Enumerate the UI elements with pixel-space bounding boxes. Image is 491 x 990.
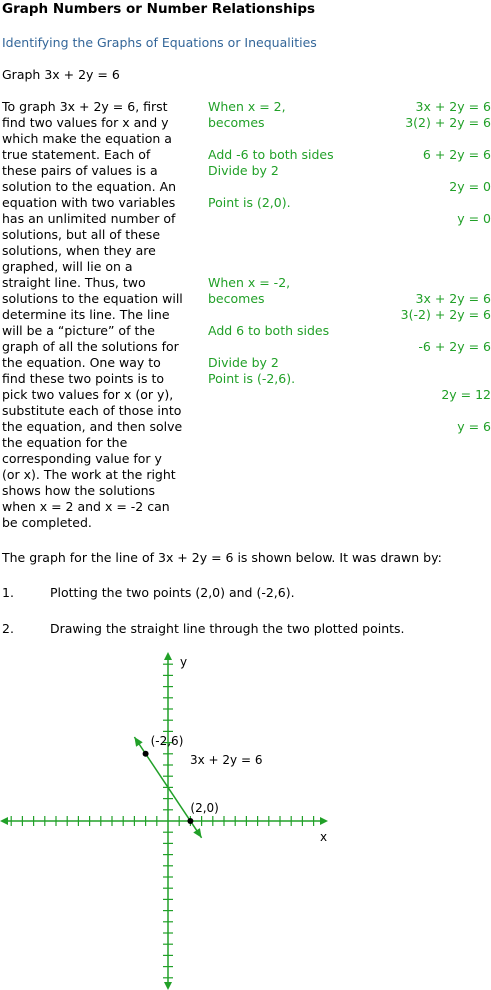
paragraph-line: these pairs of values is a [2,163,158,178]
paragraph-line: graphed, will lie on a [2,259,133,274]
case1-becomes: becomes [208,115,265,130]
paragraph-line: solutions, when they are [2,243,156,258]
paragraph-line: when x = 2 and x = -2 can [2,499,170,514]
case1-point: Point is (2,0). [208,195,291,210]
paragraph-line: the equation, and then solve [2,419,183,434]
paragraph-line: equation with two variables [2,195,176,210]
plotted-point [187,818,193,824]
paragraph-line: straight line. Thus, two [2,275,146,290]
y-axis-arrow-up [164,652,172,660]
case2-eq2: 3(-2) + 2y = 6 [400,307,491,322]
paragraph-line: find two values for x and y [2,115,169,130]
step-number: 1. [2,585,14,600]
plotted-point [143,751,149,757]
y-axis-label: y [180,655,188,669]
graph-statement: Graph 3x + 2y = 6 [2,67,120,82]
line-label: 3x + 2y = 6 [190,753,263,767]
case2-step-divide: Divide by 2 [208,355,279,370]
point-label: (-2,6) [150,733,184,748]
x-axis-label: x [320,830,328,844]
paragraph-line: To graph 3x + 2y = 6, first [2,99,168,114]
graph-intro: The graph for the line of 3x + 2y = 6 is shown below. It was drawn by: [2,550,442,565]
case2-point: Point is (-2,6). [208,371,296,386]
paragraph-line: solutions to the equation will [2,291,183,306]
case1-eq4: 2y = 0 [449,179,491,194]
case2-step-add: Add 6 to both sides [208,323,330,338]
paragraph-line: (or x). The work at the right [2,467,176,482]
paragraph-line: the equation for the [2,435,128,450]
case2-eq4: 2y = 12 [441,387,491,402]
case2-eq5: y = 6 [457,419,491,434]
x-axis-arrow-left [0,817,8,825]
paragraph-line: substitute each of those into [2,403,182,418]
paragraph-line: has an unlimited number of [2,211,176,226]
case1-eq3: 6 + 2y = 6 [422,147,491,162]
paragraph-line: be completed. [2,515,92,530]
paragraph-line: determine its line. The line [2,307,170,322]
case2-eq3: -6 + 2y = 6 [418,339,491,354]
paragraph-line: corresponding value for y [2,451,162,466]
paragraph-line: solution to the equation. An [2,179,177,194]
y-axis-arrow-down [164,982,172,990]
paragraph-line: true statement. Each of [2,147,151,162]
case2-becomes: becomes [208,291,265,306]
step-number: 2. [2,621,14,636]
paragraph-line: which make the equation a [2,131,172,146]
explanation-paragraph [2,99,200,531]
paragraph-line: shows how the solutions [2,483,156,498]
case1-step-divide: Divide by 2 [208,163,279,178]
case1-eq5: y = 0 [457,211,491,226]
coordinate-graph [0,640,491,990]
line-arrow-end [193,828,201,838]
page-title: Graph Numbers or Number Relationships [2,1,316,17]
x-axis-arrow-right [320,817,328,825]
paragraph-line: pick two values for x (or y), [2,387,174,402]
line-arrow-start [134,737,142,747]
case1-eq2: 3(2) + 2y = 6 [405,115,491,130]
paragraph-line: the equation. One way to [2,355,161,370]
case1-step-add: Add -6 to both sides [208,147,334,162]
case2-when: When x = -2, [208,275,291,290]
paragraph-line: find these two points is to [2,371,165,386]
step-text: Drawing the straight line through the two plotted points. [50,621,405,636]
paragraph-line: will be a “picture” of the [2,323,155,338]
case2-eq1: 3x + 2y = 6 [415,291,491,306]
section-subtitle: Identifying the Graphs of Equations or Inequalities [2,35,317,50]
case1-when: When x = 2, [208,99,286,114]
paragraph-line: graph of all the solutions for [2,339,179,354]
step-text: Plotting the two points (2,0) and (-2,6). [50,585,295,600]
paragraph-line: solutions, but all of these [2,227,161,242]
case1-eq1: 3x + 2y = 6 [415,99,491,114]
point-label: (2,0) [190,801,219,815]
